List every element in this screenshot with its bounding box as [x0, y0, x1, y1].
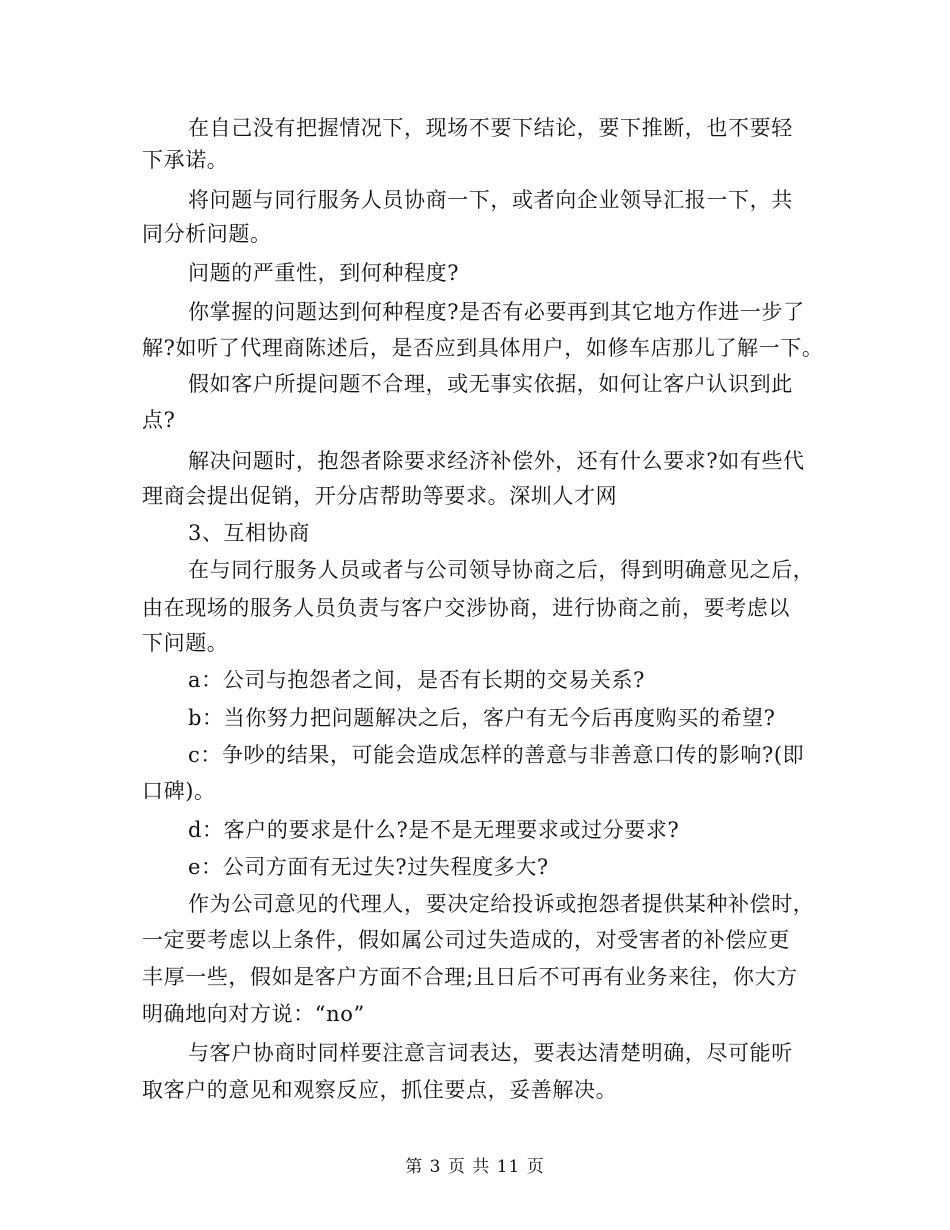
- text-line: 取客户的意见和观察反应，抓住要点，妥善解决。: [142, 1078, 618, 1102]
- text-line: 明确地向对方说：“no”: [142, 1002, 365, 1026]
- text-line: 下承诺。: [142, 148, 229, 172]
- text-line: 解?如听了代理商陈述后，是否应到具体用户，如修车店那儿了解一下。: [142, 336, 824, 360]
- text-line: 假如客户所提问题不合理，或无事实依据，如何让客户认识到此: [188, 372, 793, 396]
- text-line: 解决问题时，抱怨者除要求经济补偿外，还有什么要求?如有些代: [188, 449, 805, 473]
- section-heading: 3、互相协商: [188, 521, 310, 545]
- text-line: 在自己没有把握情况下，现场不要下结论，要下推断，也不要轻: [188, 116, 793, 140]
- page-number-footer: 第 3 页 共 11 页: [405, 1157, 545, 1177]
- text-line: 你掌握的问题达到何种程度?是否有必要再到其它地方作进一步了: [188, 300, 805, 324]
- text-line: 问题的严重性，到何种程度?: [188, 261, 460, 285]
- text-line: 由在现场的服务人员负责与客户交涉协商，进行协商之前，要考虑以: [142, 596, 790, 620]
- list-item: c：争吵的结果，可能会造成怎样的善意与非善意口传的影响?(即: [188, 743, 805, 767]
- list-item: b：当你努力把问题解决之后，客户有无今后再度购买的希望?: [188, 706, 776, 730]
- list-item: d：客户的要求是什么?是不是无理要求或过分要求?: [188, 818, 680, 842]
- text-line: 下问题。: [142, 631, 229, 655]
- text-line: 将问题与同行服务人员协商一下，或者向企业领导汇报一下，共: [188, 188, 793, 212]
- text-line: 在与同行服务人员或者与公司领导协商之后，得到明确意见之后，: [188, 558, 815, 582]
- list-item: a：公司与抱怨者之间，是否有长期的交易关系?: [188, 668, 645, 692]
- text-line: 作为公司意见的代理人，要决定给投诉或抱怨者提供某种补偿时，: [188, 892, 815, 916]
- text-line: 点?: [142, 408, 176, 432]
- text-line: 同分析问题。: [142, 222, 272, 246]
- text-line: 与客户协商时同样要注意言词表达，要表达清楚明确，尽可能听: [188, 1041, 793, 1065]
- text-line: 理商会提出促销，开分店帮助等要求。深圳人才网: [142, 484, 618, 508]
- text-line: 口碑)。: [142, 779, 216, 803]
- text-line: 丰厚一些，假如是客户方面不合理;且日后不可再有业务来往，你大方: [142, 965, 798, 989]
- list-item: e：公司方面有无过失?过失程度多大?: [188, 855, 549, 879]
- text-line: 一定要考虑以上条件，假如属公司过失造成的，对受害者的补偿应更: [142, 928, 790, 952]
